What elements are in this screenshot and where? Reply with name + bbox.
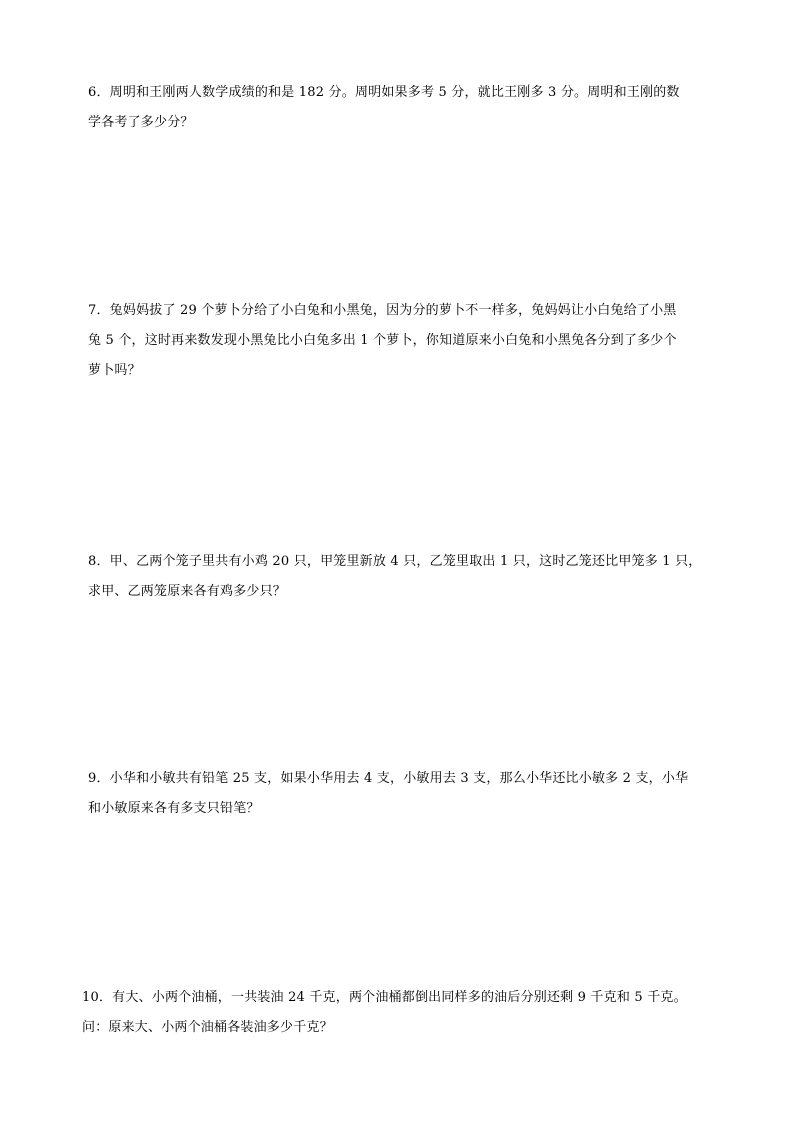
- problem-7: [88, 296, 718, 386]
- problem-10-line-2: 问：原来大、小两个油桶各装油多少千克？: [82, 1020, 333, 1035]
- problem-8-line-1: 8．甲、乙两个笼子里共有小鸡 20 只，甲笼里新放 4 只，乙笼里取出 1 只，这时乙笼还比甲笼多 1 只，: [88, 554, 702, 569]
- problem-6-line-1: 6．周明和王刚两人数学成绩的和是 182 分。周明如果多考 5 分，就比王刚多 3 分。周明和王刚的数: [88, 85, 680, 100]
- problem-6: [88, 78, 718, 138]
- problem-8-line-2: 求甲、乙两笼原来各有鸡多少只？: [88, 584, 287, 599]
- problem-7-line-1: 7．兔妈妈拔了 29 个萝卜分给了小白兔和小黑兔，因为分的萝卜不一样多，兔妈妈让小白兔给了小黑: [88, 303, 677, 318]
- problem-9: [88, 764, 718, 824]
- problem-9-line-1: 9．小华和小敏共有铅笔 25 支，如果小华用去 4 支，小敏用去 3 支，那么小华还比小敏多 2 支，小华: [88, 771, 689, 786]
- problem-6-line-2: 学各考了多少分？: [88, 115, 194, 130]
- problem-7-line-3: 萝卜吗？: [88, 363, 141, 378]
- problem-10-line-1: 10．有大、小两个油桶，一共装油 24 千克，两个油桶都倒出同样多的油后分别还剩 9 千克和 5 千克。: [82, 990, 687, 1005]
- problem-8: [88, 547, 718, 607]
- problem-9-line-2: 和小敏原来各有多支只铅笔？: [88, 801, 260, 816]
- problem-7-line-2: 兔 5 个，这时再来数发现小黑兔比小白兔多出 1 个萝卜，你知道原来小白兔和小黑兔各分到了多少个: [88, 333, 677, 348]
- problem-10: [82, 983, 712, 1043]
